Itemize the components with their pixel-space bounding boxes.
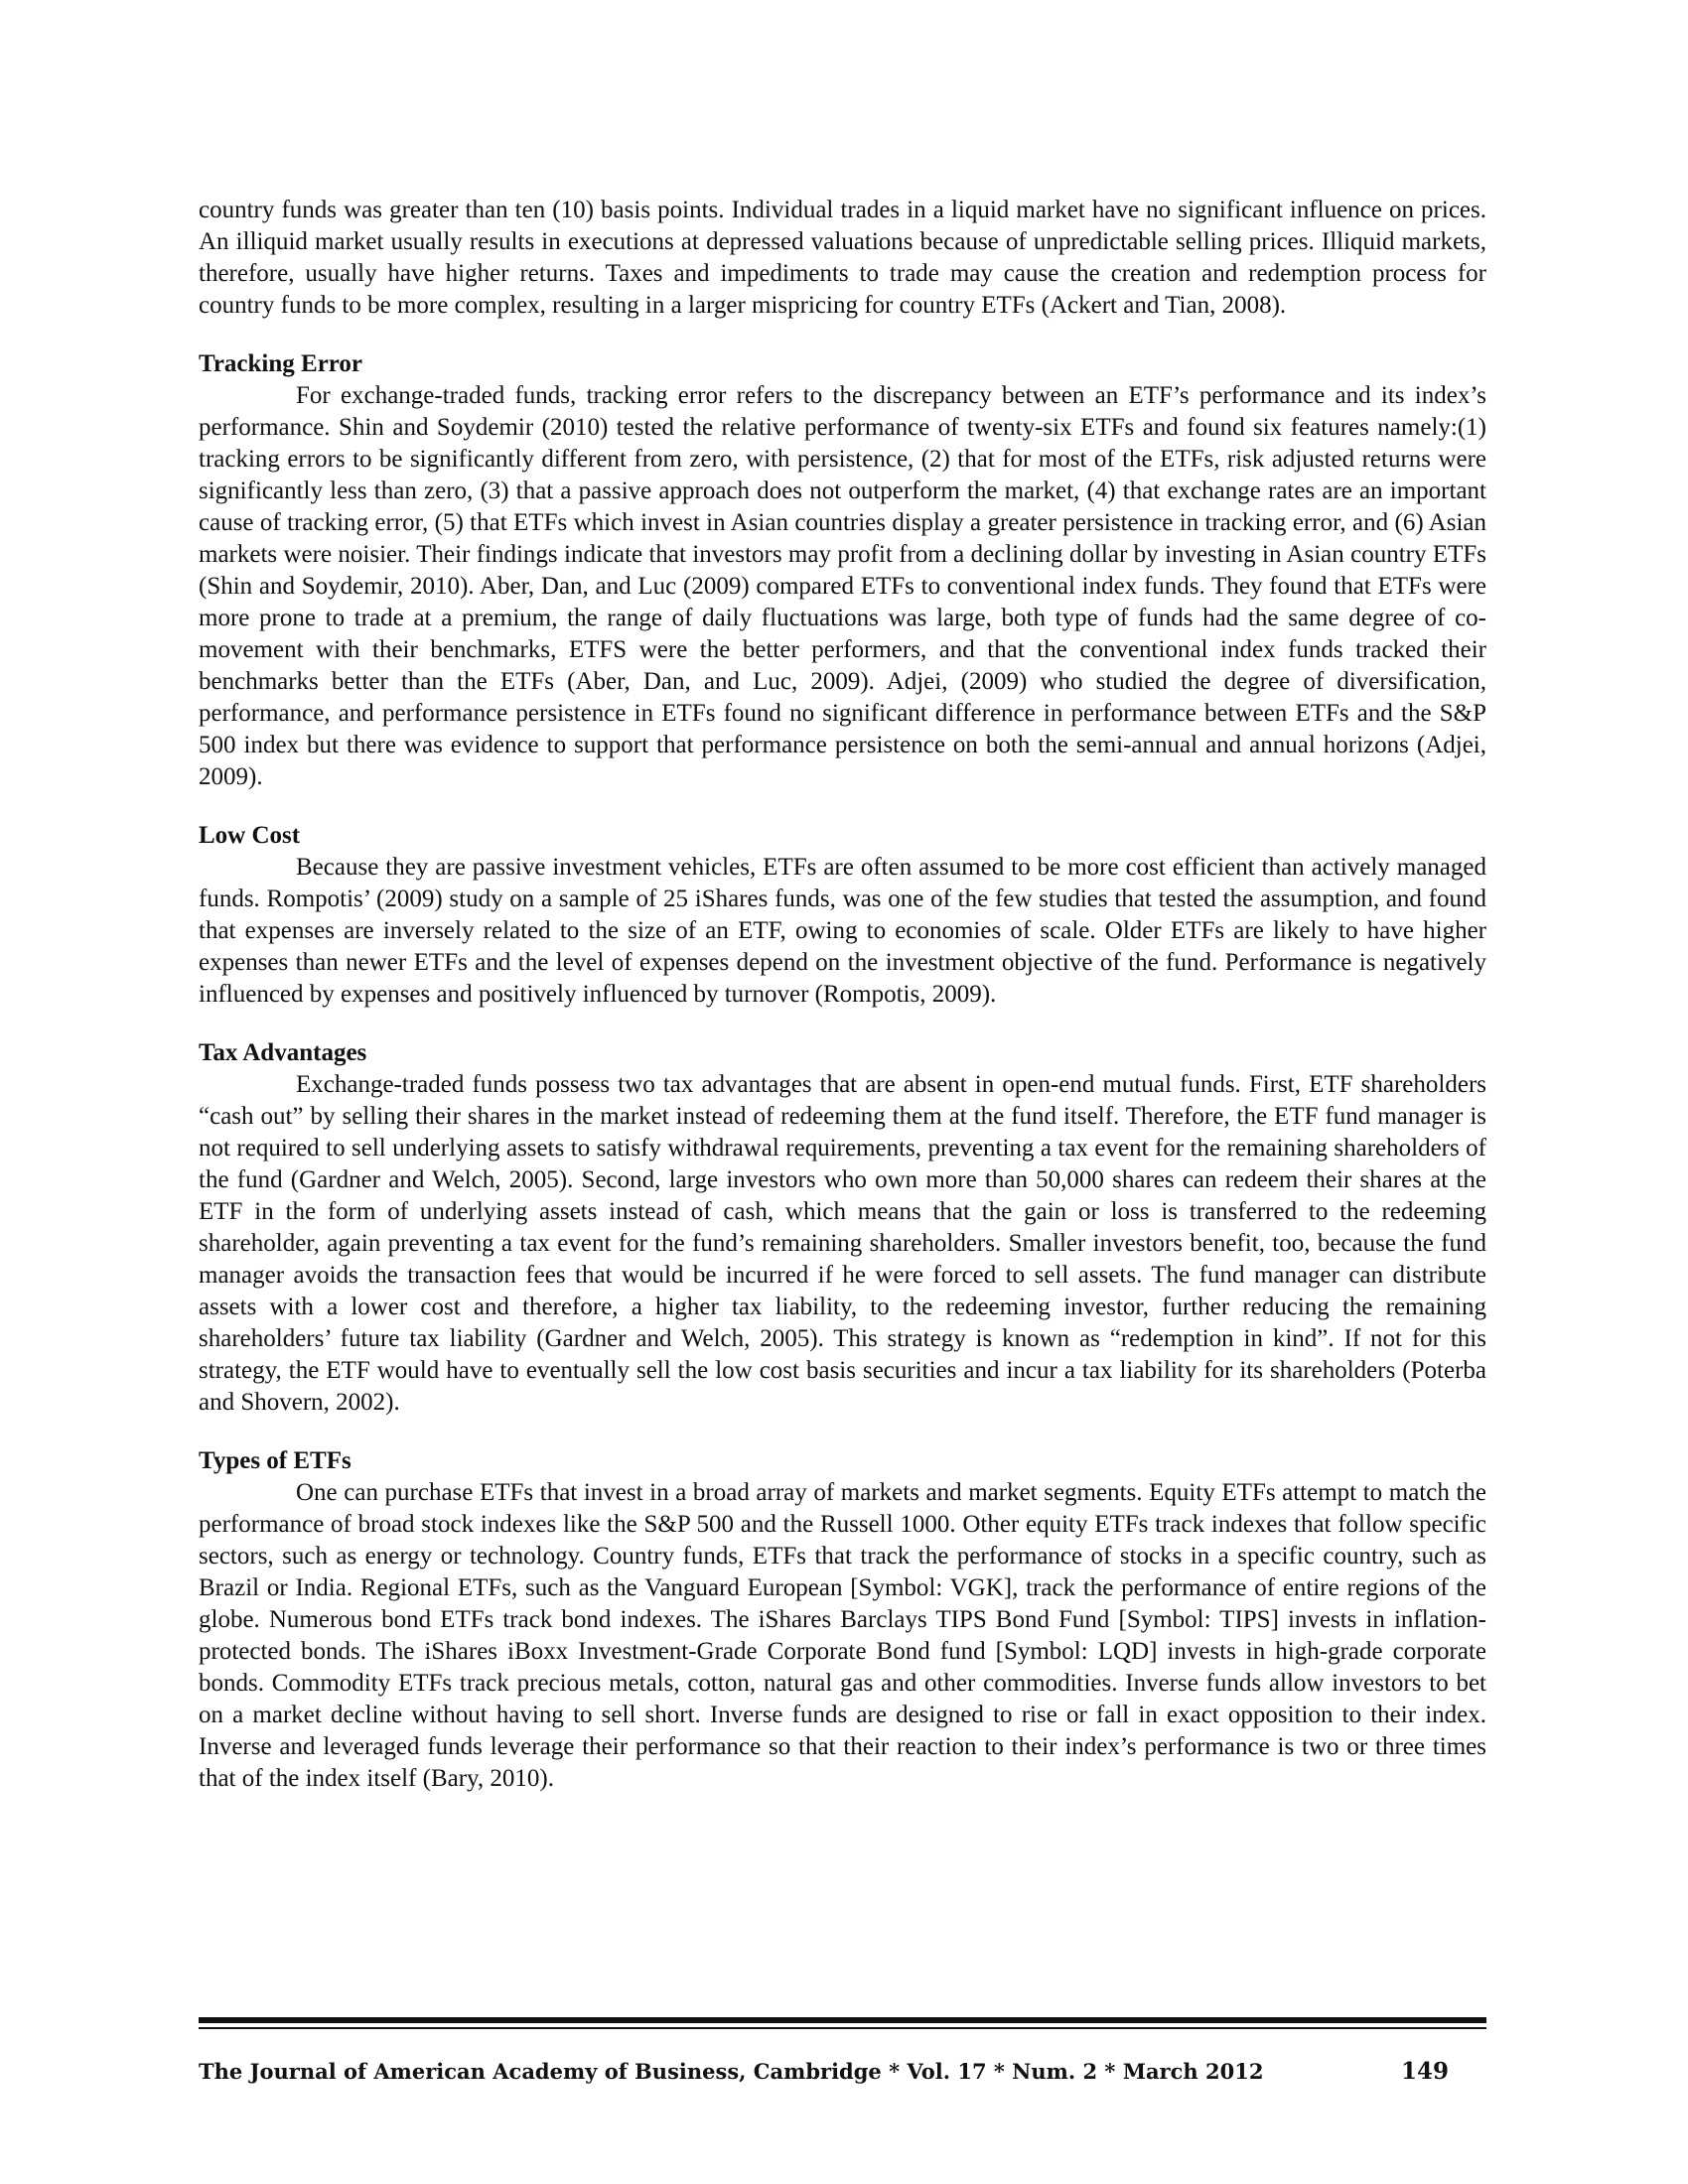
section-types-of-etfs xyxy=(199,1445,1486,1795)
section-paragraph: Because they are passive investment vehicles, ETFs are often assumed to be more cost efficient than actively managed funds. Rompotis’ (2009) study on a sample of 25 iShares funds, was one of the few studies that tested the assumption, and found that expenses are inversely related to the size of an ETF, owing to economies of scale. Older ETFs are likely to have higher expenses than newer ETFs and the level of expenses depend on the investment objective of the fund. Performance is negatively influenced by expenses and positively influenced by turnover (Rompotis, 2009). xyxy=(199,854,1486,1008)
intro-paragraph: country funds was greater than ten (10) basis points. Individual trades in a liquid market have no significant influence on prices. An illiquid market usually results in executions at depressed valuations because of unpredictable selling prices. Illiquid markets, therefore, usually have higher returns. Taxes and impediments to trade may cause the creation and redemption process for country funds to be more complex, resulting in a larger mispricing for country ETFs (Ackert and Tian, 2008). xyxy=(199,197,1486,319)
page-number: 149 xyxy=(1400,2058,1449,2085)
footer-journal-citation: The Journal of American Academy of Business, Cambridge * Vol. 17 * Num. 2 * March 2012 xyxy=(199,2059,1264,2084)
article-body xyxy=(199,195,1486,1795)
footer-rule xyxy=(199,2017,1486,2023)
section-heading: Types of ETFs xyxy=(199,1447,352,1474)
page-footer xyxy=(199,2057,1486,2093)
section-low-cost xyxy=(199,820,1486,1011)
section-heading: Low Cost xyxy=(199,822,301,849)
section-tracking-error xyxy=(199,348,1486,793)
section-heading: Tax Advantages xyxy=(199,1039,367,1066)
footer-rule-thin xyxy=(199,2027,1486,2029)
section-paragraph: For exchange-traded funds, tracking error refers to the discrepancy between an ETF’s performance and its index’s performance. Shin and Soydemir (2010) tested the relative performance of twenty-six ETFs and found six features namely:(1) tracking errors to be significantly different from zero, with persistence, (2) that for most of the ETFs, risk adjusted returns were significantly less than zero, (3) that a passive approach does not outperform the market, (4) that exchange rates are an important cause of tracking error, (5) that ETFs which invest in Asian countries display a greater persistence in tracking error, and (6) Asian markets were noisier. Their findings indicate that investors may profit from a declining dollar by investing in Asian country ETFs (Shin and Soydemir, 2010). Aber, Dan, and Luc (2009) compared ETFs to conventional index funds. They found that ETFs were more prone to trade at a premium, the range of daily fluctuations was large, both type of funds had the same degree of co-movement with their benchmarks, ETFS were the better performers, and that the conventional index funds tracked their benchmarks better than the ETFs (Aber, Dan, and Luc, 2009). Adjei, (2009) who studied the degree of diversification, performance, and performance persistence in ETFs found no significant difference in performance between ETFs and the S&P 500 index but there was evidence to support that performance persistence on both the semi-annual and annual horizons (Adjei, 2009). xyxy=(199,382,1486,790)
section-tax-advantages xyxy=(199,1037,1486,1419)
section-paragraph: Exchange-traded funds possess two tax advantages that are absent in open-end mutual funds. First, ETF shareholders “cash out” by selling their shares in the market instead of redeeming them at the fund itself. Therefore, the ETF fund manager is not required to sell underlying assets to satisfy withdrawal requirements, preventing a tax event for the remaining shareholders of the fund (Gardner and Welch, 2005). Second, large investors who own more than 50,000 shares can redeem their shares at the ETF in the form of underlying assets instead of cash, which means that the gain or loss is transferred to the redeeming shareholder, again preventing a tax event for the fund’s remaining shareholders. Smaller investors benefit, too, because the fund manager avoids the transaction fees that would be incurred if he were forced to sell assets. The fund manager can distribute assets with a lower cost and therefore, a higher tax liability, to the redeeming investor, further reducing the remaining shareholders’ future tax liability (Gardner and Welch, 2005). This strategy is known as “redemption in kind”. If not for this strategy, the ETF would have to eventually sell the low cost basis securities and incur a tax liability for its shareholders (Poterba and Shovern, 2002). xyxy=(199,1071,1486,1416)
section-heading: Tracking Error xyxy=(199,350,363,377)
section-paragraph: One can purchase ETFs that invest in a broad array of markets and market segments. Equity ETFs attempt to match the performance of broad stock indexes like the S&P 500 and the Russell 1000. Other equity ETFs track indexes that follow specific sectors, such as energy or technology. Country funds, ETFs that track the performance of stocks in a specific country, such as Brazil or India. Regional ETFs, such as the Vanguard European [Symbol: VGK], track the performance of entire regions of the globe. Numerous bond ETFs track bond indexes. The iShares Barclays TIPS Bond Fund [Symbol: TIPS] invests in inflation-protected bonds. The iShares iBoxx Investment-Grade Corporate Bond fund [Symbol: LQD] invests in high-grade corporate bonds. Commodity ETFs track precious metals, cotton, natural gas and other commodities. Inverse funds allow investors to bet on a market decline without having to sell short. Inverse funds are designed to rise or fall in exact opposition to their index. Inverse and leveraged funds leverage their performance so that their reaction to their index’s performance is two or three times that of the index itself (Bary, 2010). xyxy=(199,1479,1486,1792)
